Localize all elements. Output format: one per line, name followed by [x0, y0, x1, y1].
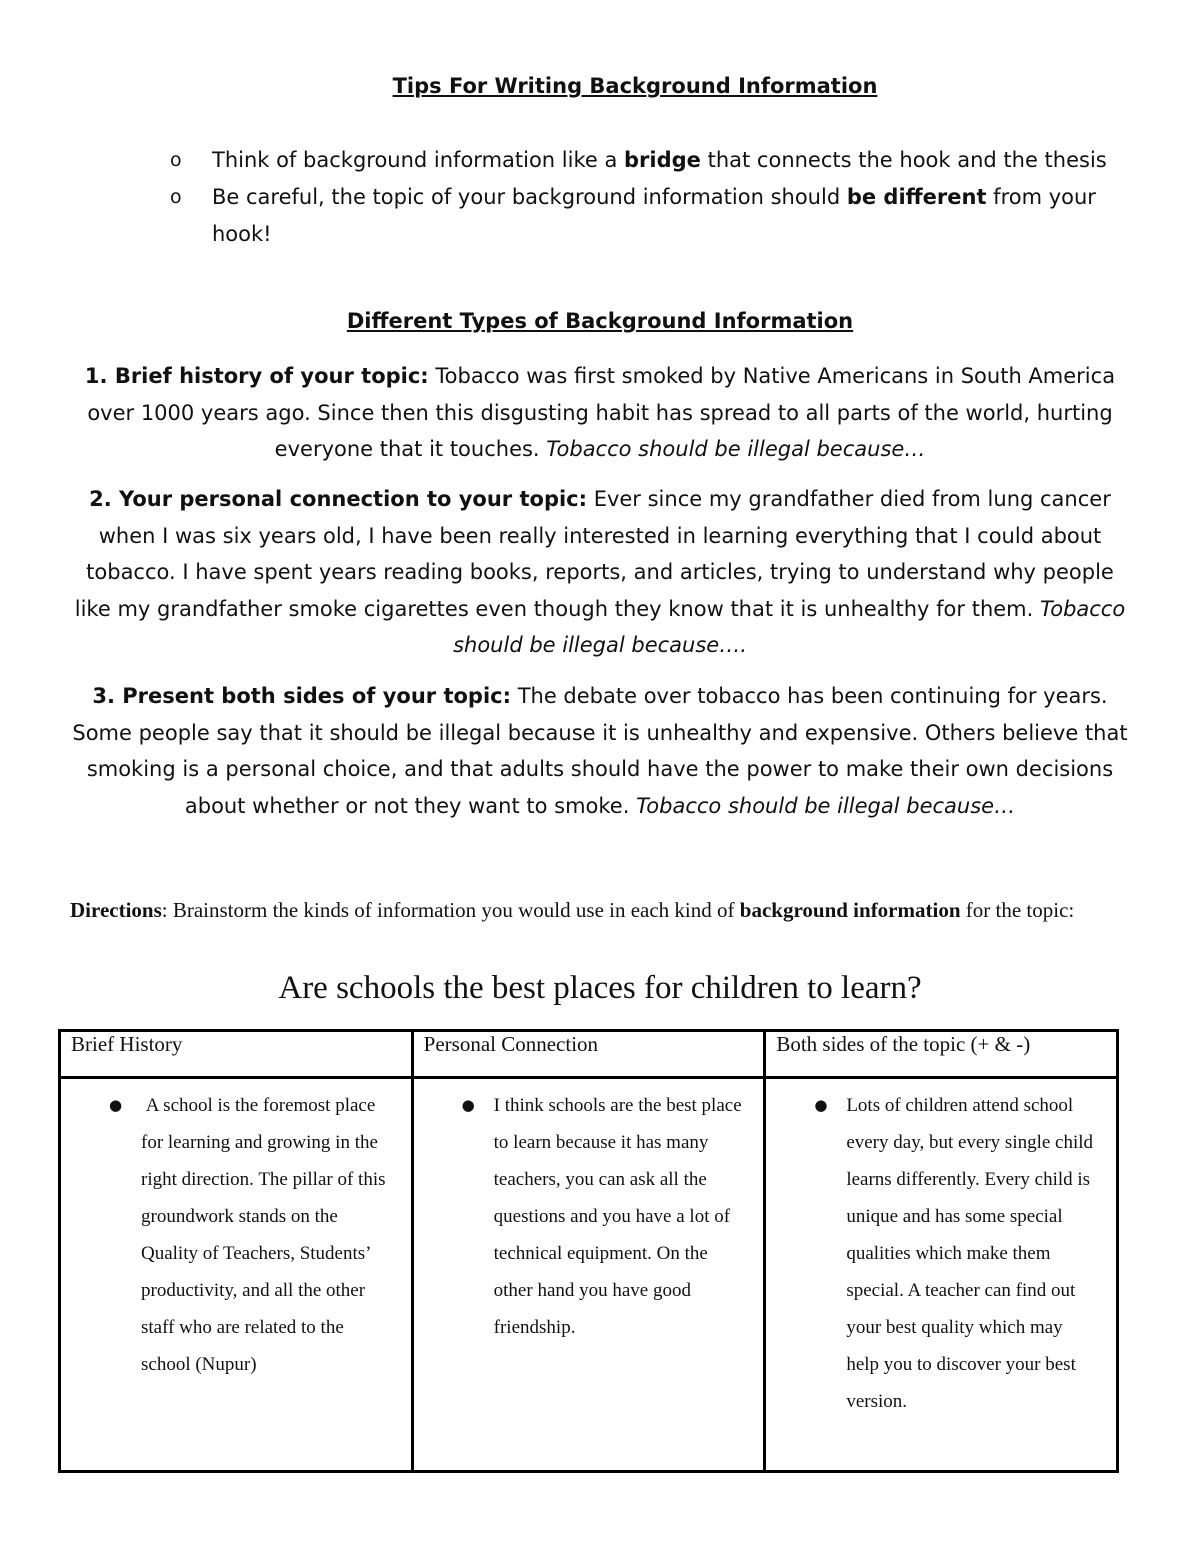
- brainstorm-table: [58, 1029, 1119, 1473]
- header-both-sides: Both sides of the topic (+ & -): [765, 1031, 1118, 1078]
- directions-text-end: for the topic:: [960, 898, 1075, 922]
- directions-bold-term: background information: [739, 898, 961, 922]
- directions-label: Directions: [70, 898, 162, 922]
- table-row: [60, 1078, 1118, 1472]
- header-brief-history: Brief History: [60, 1031, 413, 1078]
- tip-item-bridge: [170, 142, 1120, 179]
- tips-list: [170, 142, 1120, 253]
- tip-bold-term: be different: [846, 185, 987, 209]
- tip-text-end: that connects the hook and the thesis: [700, 148, 1107, 172]
- table-header-row: [60, 1031, 1118, 1078]
- bullet-icon: ●: [461, 1096, 475, 1114]
- type-both-sides: [66, 678, 1134, 824]
- bullet-icon: ●: [109, 1096, 123, 1114]
- type-personal-connection: [66, 481, 1134, 664]
- type-label: 3. Present both sides of your topic:: [92, 684, 512, 708]
- list-item: [71, 1087, 401, 1383]
- cell-text: I think schools are the best place to learn because it has many teachers, you can ask all the questions and you have a lot of technical equipment. On the other hand you have good friendship.: [493, 1095, 742, 1338]
- type-italic-tail: Tobacco should be illegal because….: [453, 596, 1126, 657]
- hollow-bullet-icon: o: [170, 186, 182, 208]
- types-title: Different Types of Background Information: [346, 309, 854, 333]
- type-italic-tail: Tobacco should be illegal because…: [636, 793, 1016, 818]
- tip-text-end: from your hook!: [212, 185, 1096, 246]
- cell-text: A school is the foremost place for learning and growing in the right direction. The pillar of this groundwork stands on the Quality of Teachers, Students’ productivity, and all the other staff who are related to the school (Nupur): [141, 1095, 391, 1375]
- type-brief-history: [66, 358, 1134, 468]
- type-text: Tobacco was first smoked by Native Americans in South America over 1000 years ago. Since then this disgusting habit has spread to all parts of the world, hurting everyone that it touches.: [87, 364, 1116, 461]
- directions: [70, 895, 1130, 925]
- cell-text: Lots of children attend school every day, but every single child learns differently. Every child is unique and has some special qualities which make them special. A teacher can find out your best quality which may help you to discover your best version.: [846, 1095, 1094, 1412]
- type-label: 1. Brief history of your topic:: [84, 364, 429, 388]
- cell-both-sides[interactable]: [765, 1078, 1118, 1472]
- cell-brief-history[interactable]: [60, 1078, 413, 1472]
- type-text: The debate over tobacco has been continuing for years. Some people say that it should be illegal because it is unhealthy and expensive. Others believe that smoking is a personal choice, and that adults should have the power to make their own decisions about whether or not they want to smoke.: [72, 684, 1128, 818]
- tip-item-different: [170, 179, 1120, 253]
- list-item: [776, 1087, 1106, 1420]
- cell-personal-connection[interactable]: [412, 1078, 765, 1472]
- type-text: Ever since my grandfather died from lung cancer when I was six years old, I have been really interested in learning everything that I could about tobacco. I have spent years reading books, reports, and articles, trying to understand why people like my grandfather smoke cigarettes even though they know that it is unhealthy for them.: [74, 487, 1114, 621]
- tip-text-start: Think of background information like a: [212, 148, 625, 172]
- question-heading: Are schools the best places for children to learn?: [278, 970, 922, 1006]
- tip-text-start: Be careful, the topic of your background information should: [212, 185, 847, 209]
- hollow-bullet-icon: o: [170, 149, 182, 171]
- bullet-icon: ●: [814, 1096, 828, 1114]
- type-label: 2. Your personal connection to your topic:: [89, 487, 588, 511]
- directions-text-start: : Brainstorm the kinds of information you would use in each kind of: [161, 898, 740, 922]
- tip-bold-term: bridge: [624, 148, 701, 172]
- tips-title: Tips For Writing Background Information: [392, 74, 878, 98]
- type-italic-tail: Tobacco should be illegal because…: [546, 437, 926, 461]
- list-item: [424, 1087, 754, 1346]
- header-personal-connection: Personal Connection: [412, 1031, 765, 1078]
